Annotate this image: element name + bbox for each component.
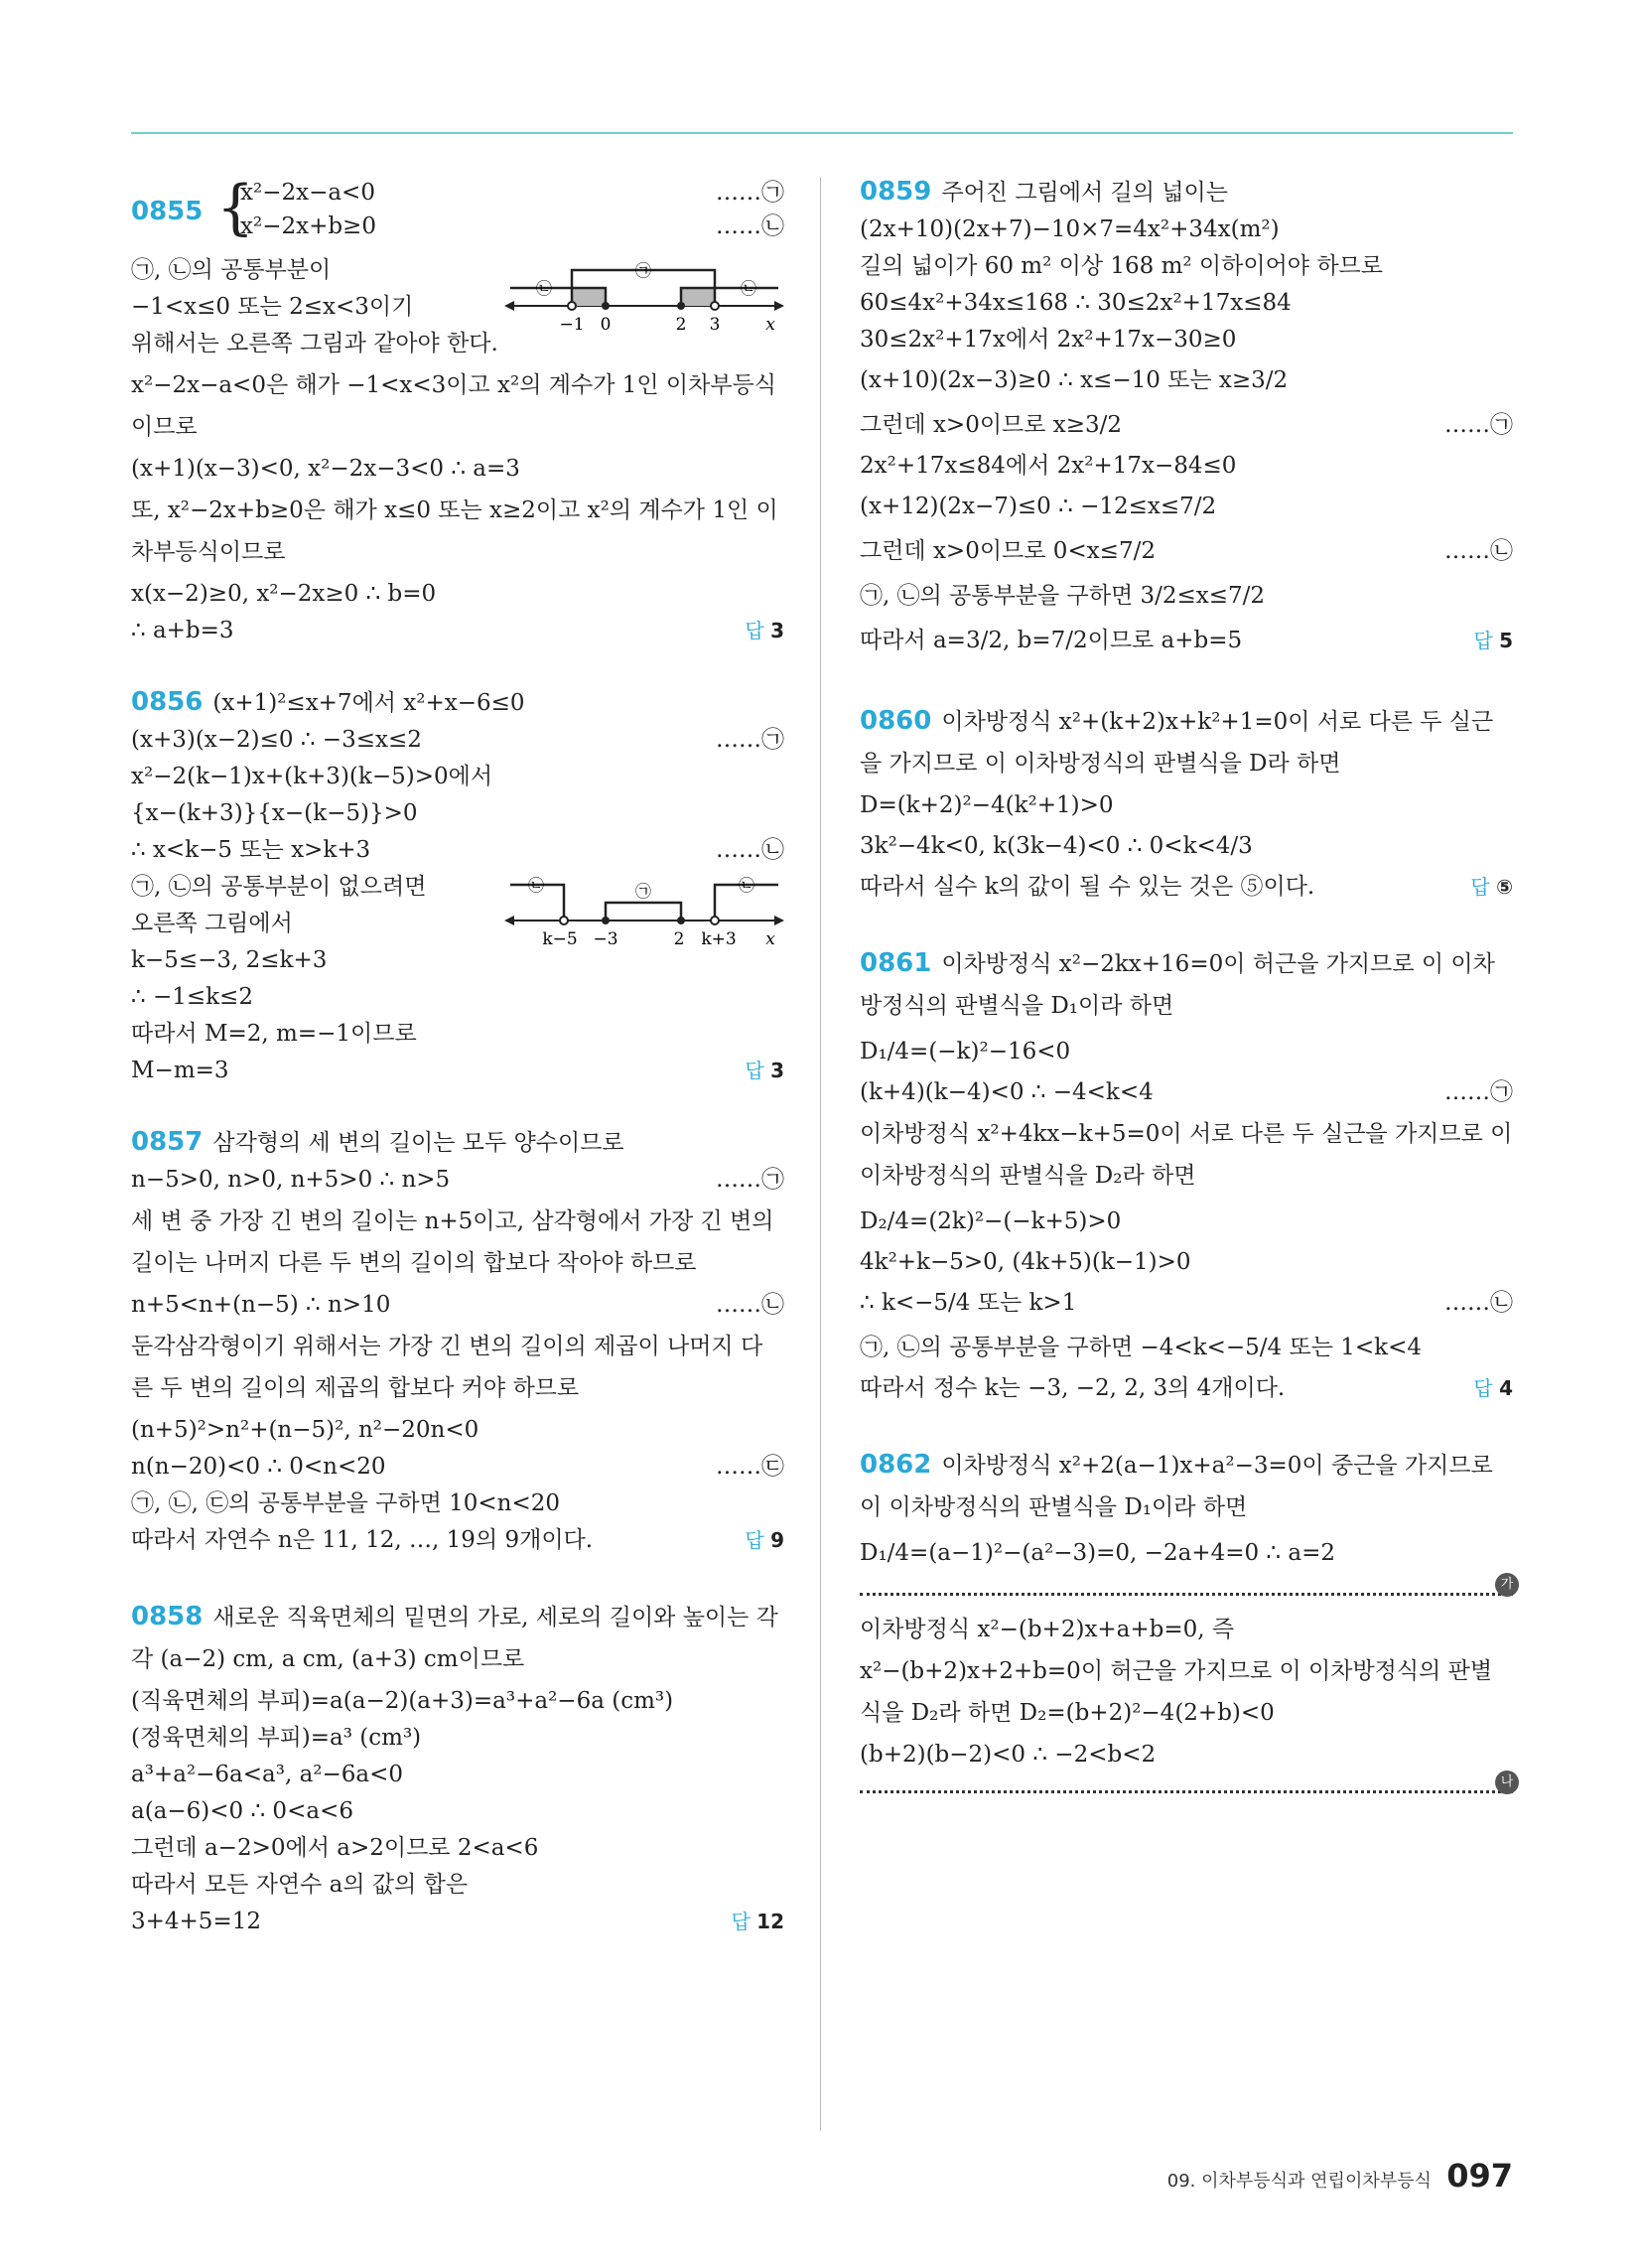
line: D=(k+2)²−4(k²+1)>0 xyxy=(860,792,1114,818)
problem-number: 0859 xyxy=(860,177,932,207)
line: D₂/4=(2k)²−(−k+5)>0 xyxy=(860,1208,1122,1234)
dotted-separator-2 xyxy=(860,1774,1514,1793)
line: (x+1)²≤x+7에서 x²+x−6≤0 xyxy=(212,690,525,716)
problem-number: 0855 xyxy=(131,197,204,226)
system-eq-2: x²−2x+b≥0 xyxy=(240,213,376,239)
line: x²−2(k−1)x+(k+3)(k−5)>0에서 xyxy=(131,764,493,789)
problem-0861 xyxy=(860,942,1513,1404)
problem-number: 0862 xyxy=(860,1450,932,1480)
mark-2: ……㉡ xyxy=(716,1292,784,1318)
nl-tick-1: k−5 xyxy=(542,929,578,949)
nl-tick-4: 3 xyxy=(709,315,721,335)
line: k−5≤−3, 2≤k+3 xyxy=(131,947,328,973)
column-divider xyxy=(820,177,821,2131)
problem-0862 xyxy=(860,1444,1513,1793)
answer-label: 답 xyxy=(1473,1376,1493,1400)
line: x(x−2)≥0, x²−2x≥0 ∴ b=0 xyxy=(131,581,437,607)
problem-0856 xyxy=(131,686,784,1086)
answer-value: 3 xyxy=(770,619,784,642)
line: D₁/4=(a−1)²−(a²−3)=0, −2a+4=0 ∴ a=2 xyxy=(860,1540,1335,1566)
answer xyxy=(1473,621,1513,660)
line: 2x²+17x≤84에서 2x²+17x−84≤0 xyxy=(860,453,1237,479)
line: 3+4+5=12 xyxy=(131,1909,261,1934)
line: 이차방정식 x²+(k+2)x+k²+1=0이 서로 다른 두 실근을 가지므로 이 이차방정식의 판별식을 D라 하면 xyxy=(860,709,1494,777)
nl-tick-1: −1 xyxy=(559,315,585,335)
nl-tick-4: k+3 xyxy=(701,929,737,949)
line: 그런데 x>0이므로 x≥3/2 xyxy=(860,412,1123,438)
line: 세 변 중 가장 긴 변의 길이는 n+5이고, 삼각형에서 가장 긴 변의 길이는 나머지 다른 두 변의 길이의 합보다 작아야 하므로 xyxy=(131,1208,774,1276)
system-eq-1: x²−2x−a<0 xyxy=(240,180,375,206)
line: M−m=3 xyxy=(131,1058,229,1083)
top-rule xyxy=(131,132,1513,134)
line: 삼각형의 세 변의 길이는 모두 양수이므로 xyxy=(212,1130,624,1156)
line: −1<x≤0 또는 2≤x<3이기 xyxy=(131,294,414,320)
nl-label-3: ㉡ xyxy=(740,279,757,298)
line: ㉠, ㉡의 공통부분을 구하면 3/2≤x≤7/2 xyxy=(860,583,1266,609)
line: (b+2)(b−2)<0 ∴ −2<b<2 xyxy=(860,1742,1157,1768)
problem-0858 xyxy=(131,1596,784,1937)
line: 둔각삼각형이기 위해서는 가장 긴 변의 길이의 제곱이 나머지 다른 두 변의 길이의 제곱의 합보다 커야 하므로 xyxy=(131,1334,763,1401)
line: 60≤4x²+34x≤168 ∴ 30≤2x²+17x≤84 xyxy=(860,290,1292,316)
problem-0860 xyxy=(860,700,1513,903)
nl-label-1: ㉡ xyxy=(527,876,545,895)
system-brace: { xyxy=(216,173,255,242)
nl-tick-3: 2 xyxy=(675,315,687,335)
answer xyxy=(745,1524,784,1556)
answer xyxy=(745,615,784,646)
line: n(n−20)<0 ∴ 0<n<20 xyxy=(131,1454,386,1480)
dotted-separator-1 xyxy=(860,1577,1514,1596)
answer-value: 3 xyxy=(770,1059,784,1082)
nl-axis-x: x xyxy=(765,929,775,949)
line: D₁/4=(−k)²−16<0 xyxy=(860,1039,1071,1064)
answer-value: 4 xyxy=(1499,1376,1513,1400)
answer-value: 9 xyxy=(770,1528,784,1552)
line: ∴ k<−5/4 또는 k>1 xyxy=(860,1290,1077,1316)
line: 따라서 자연수 n은 11, 12, …, 19의 9개이다. xyxy=(131,1527,594,1553)
problem-0859 xyxy=(860,176,1513,660)
line: 따라서 a=3/2, b=7/2이므로 a+b=5 xyxy=(860,628,1243,653)
line: 또, x²−2x+b≥0은 해가 x≤0 또는 x≥2이고 x²의 계수가 1인 이차부등식이므로 xyxy=(131,497,778,565)
page-footer xyxy=(1167,2157,1513,2195)
line: 30≤2x²+17x에서 2x²+17x−30≥0 xyxy=(860,327,1237,353)
problem-number: 0857 xyxy=(131,1127,204,1157)
left-column xyxy=(131,171,784,1977)
problem-0855 xyxy=(131,173,784,646)
line: (2x+10)(2x+7)−10×7=4x²+34x(m²) xyxy=(860,216,1280,242)
line: ㉠, ㉡의 공통부분이 xyxy=(131,257,332,283)
nl-tick-2: 0 xyxy=(600,315,612,335)
problem-number: 0858 xyxy=(131,1602,204,1631)
mark-2: ……㉡ xyxy=(1444,538,1513,564)
nl-axis-x: x xyxy=(765,315,775,335)
line: 위해서는 오른쪽 그림과 같아야 한다. xyxy=(131,331,498,356)
answer-value: 5 xyxy=(1499,629,1513,652)
answer-label: 답 xyxy=(1473,629,1493,652)
line: 그런데 a−2>0에서 a>2이므로 2<a<6 xyxy=(131,1835,539,1861)
answer-label: 답 xyxy=(745,1528,764,1552)
line: 이차방정식 x²+4kx−k+5=0이 서로 다른 두 실근을 가지므로 이 이차방정식의 판별식을 D₂라 하면 xyxy=(860,1121,1513,1189)
line: 오른쪽 그림에서 xyxy=(131,911,293,936)
mark-2: ……㉡ xyxy=(716,213,784,239)
mark-1: ……㉠ xyxy=(716,180,784,206)
answer-label: 답 xyxy=(1470,875,1490,899)
answer xyxy=(731,1906,784,1937)
line: a(a−6)<0 ∴ 0<a<6 xyxy=(131,1798,353,1824)
page-number: 097 xyxy=(1446,2157,1513,2195)
nl-label-2: ㉠ xyxy=(634,261,652,280)
problem-0857 xyxy=(131,1126,784,1556)
line: 3k²−4k<0, k(3k−4)<0 ∴ 0<k<4/3 xyxy=(860,833,1253,859)
mark-3: ……㉢ xyxy=(716,1454,784,1480)
mark-2: ……㉡ xyxy=(716,837,784,863)
nl-label-2: ㉠ xyxy=(634,882,652,901)
line: x²−(b+2)x+2+b=0이 허근을 가지므로 이 이차방정식의 판별식을 D₂라 하면 D₂=(b+2)²−4(2+b)<0 xyxy=(860,1658,1493,1726)
line: (직육면체의 부피)=a(a−2)(a+3)=a³+a²−6a (cm³) xyxy=(131,1688,674,1714)
answer xyxy=(1473,1372,1513,1404)
problem-number: 0856 xyxy=(131,687,204,717)
mark-1: ……㉠ xyxy=(1444,412,1513,438)
line: 따라서 정수 k는 −3, −2, 2, 3의 4개이다. xyxy=(860,1375,1286,1401)
answer-value: ⑤ xyxy=(1496,875,1513,899)
nl-tick-3: 2 xyxy=(673,929,685,949)
answer xyxy=(745,1055,784,1086)
line: a³+a²−6a<a³, a²−6a<0 xyxy=(131,1762,404,1787)
mark-1: ……㉠ xyxy=(716,1167,784,1193)
line: 주어진 그림에서 길의 넓이는 xyxy=(941,180,1228,206)
step-tag-na: 나 xyxy=(1495,1771,1519,1794)
line: ㉠, ㉡, ㉢의 공통부분을 구하면 10<n<20 xyxy=(131,1490,561,1516)
line: x²−2x−a<0은 해가 −1<x<3이고 x²의 계수가 1인 이차부등식이므로 xyxy=(131,372,776,440)
line: n+5<n+(n−5) ∴ n>10 xyxy=(131,1292,391,1318)
line: 따라서 실수 k의 값이 될 수 있는 것은 ⑤이다. xyxy=(860,874,1315,900)
answer-label: 답 xyxy=(745,619,764,642)
line: 따라서 모든 자연수 a의 값의 합은 xyxy=(131,1872,469,1898)
chapter-title: 09. 이차부등식과 연립이차부등식 xyxy=(1166,2171,1432,2192)
line: n−5>0, n>0, n+5>0 ∴ n>5 xyxy=(131,1167,451,1193)
nl-label-3: ㉡ xyxy=(738,876,755,895)
line: ∴ −1≤k≤2 xyxy=(131,984,253,1010)
answer-value: 12 xyxy=(756,1910,784,1933)
line: 4k²+k−5>0, (4k+5)(k−1)>0 xyxy=(860,1249,1191,1275)
line: {x−(k+3)}{x−(k−5)}>0 xyxy=(131,800,418,826)
line: 이차방정식 x²+2(a−1)x+a²−3=0이 중근을 가지므로 이 이차방정식의 판별식을 D₁이라 하면 xyxy=(860,1453,1493,1520)
problem-number: 0860 xyxy=(860,706,932,736)
line: (k+4)(k−4)<0 ∴ −4<k<4 xyxy=(860,1079,1154,1105)
line: ∴ a+b=3 xyxy=(131,618,234,643)
line: (정육면체의 부피)=a³ (cm³) xyxy=(131,1725,422,1751)
line: 그런데 x>0이므로 0<x≤7/2 xyxy=(860,538,1156,564)
line: (x+3)(x−2)≤0 ∴ −3≤x≤2 xyxy=(131,727,422,753)
step-tag-ga: 가 xyxy=(1495,1573,1519,1597)
mark-1: ……㉠ xyxy=(716,727,784,753)
line: ㉠, ㉡의 공통부분이 없으려면 xyxy=(131,874,427,900)
line: 길의 넓이가 60 m² 이상 168 m² 이하이어야 하므로 xyxy=(860,253,1383,279)
answer-label: 답 xyxy=(745,1059,764,1082)
mark-1: ……㉠ xyxy=(1444,1079,1513,1105)
answer xyxy=(1470,871,1513,903)
mark-2: ……㉡ xyxy=(1444,1290,1513,1316)
answer-label: 답 xyxy=(731,1910,751,1933)
right-column xyxy=(860,171,1513,1833)
line: ∴ x<k−5 또는 x>k+3 xyxy=(131,837,371,863)
nl-tick-2: −3 xyxy=(593,929,618,949)
line: 이차방정식 x²−(b+2)x+a+b=0, 즉 xyxy=(860,1617,1235,1642)
line: (x+10)(2x−3)≥0 ∴ x≤−10 또는 x≥3/2 xyxy=(860,367,1289,393)
line: 따라서 M=2, m=−1이므로 xyxy=(131,1021,417,1047)
line: 이차방정식 x²−2kx+16=0이 허근을 가지므로 이 이차방정식의 판별식을 D₁이라 하면 xyxy=(860,951,1495,1019)
problem-number: 0861 xyxy=(860,948,932,978)
line: (n+5)²>n²+(n−5)², n²−20n<0 xyxy=(131,1417,479,1443)
nl-label-1: ㉡ xyxy=(535,279,553,298)
line: 새로운 직육면체의 밑면의 가로, 세로의 길이와 높이는 각각 (a−2) cm, a cm, (a+3) cm이므로 xyxy=(131,1605,778,1672)
line: (x+1)(x−3)<0, x²−2x−3<0 ∴ a=3 xyxy=(131,456,520,482)
line: ㉠, ㉡의 공통부분을 구하면 −4<k<−5/4 또는 1<k<4 xyxy=(860,1335,1422,1360)
line: (x+12)(2x−7)≤0 ∴ −12≤x≤7/2 xyxy=(860,494,1217,519)
